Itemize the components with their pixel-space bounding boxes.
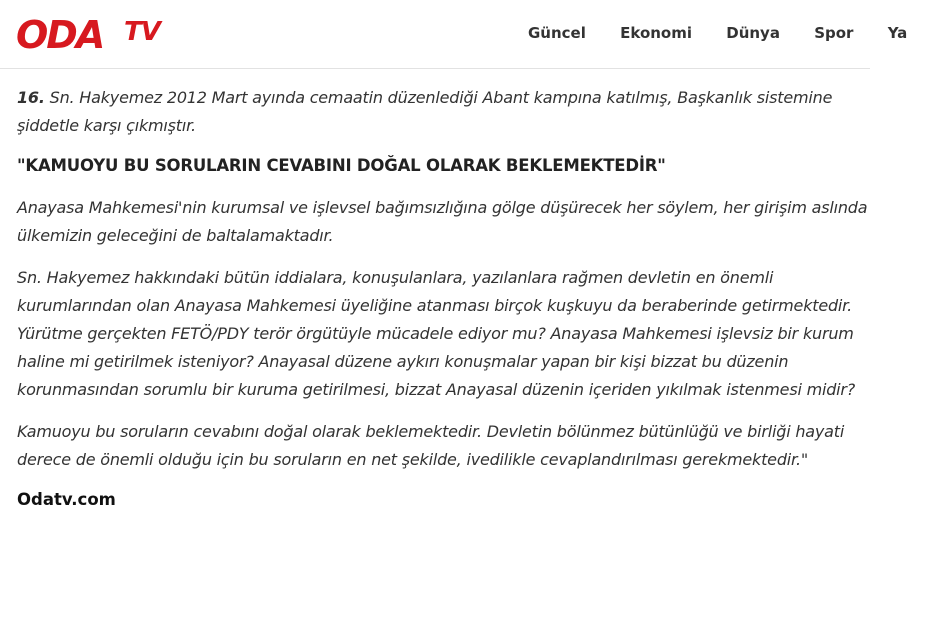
- logo-main-text: ODA: [16, 13, 104, 57]
- article-paragraph: Sn. Hakyemez hakkındaki bütün iddialara, konuşulanlara, yazılanlara rağmen devletin en önemli kurumlarından olan Anayasa Mahkemesi üyeliğine atanması birçok kuşkuyu da beraberinde getirmektedir. Yürütme gerçekten FETÖ/PDY terör örgütüyle mücadele ediyor mu? Anayasa Mahkemesi işlevsiz bir kurum haline mi getirilmek isteniyor? Anayasal düzene aykırı konuşmalar yapan bir kişi bizzat bu düzenin korunmasından sorumlu bir kuruma getirilmesi, bizzat Anayasal düzenin içeriden yıkılmak istenmesi midir?: [17, 268, 856, 399]
- nav-item-ekonomi[interactable]: Ekonomi: [620, 24, 693, 42]
- odatv-logo[interactable]: [16, 12, 186, 56]
- item-number: 16.: [17, 88, 45, 107]
- article-paragraph: Anayasa Mahkemesi'nin kurumsal ve işlevsel bağımsızlığına gölge düşürecek her söylem, her girişim aslında ülkemizin geleceğini de baltalamaktadır.: [17, 198, 868, 245]
- nav-item-spor[interactable]: Spor: [814, 24, 854, 42]
- nav-item-dunya[interactable]: Dünya: [726, 24, 780, 42]
- nav-item-guncel[interactable]: Güncel: [528, 24, 586, 42]
- article-paragraph: Kamuoyu bu soruların cevabını doğal olarak beklemektedir. Devletin bölünmez bütünlüğü ve birliği hayati derece de önemli olduğu için bu soruların en net şekilde, ivedilikle cevaplandırılması gerekmektedir.": [17, 422, 845, 469]
- item-text: Sn. Hakyemez 2012 Mart ayında cemaatin düzenlediği Abant kampına katılmış, Başkanlık sistemine şiddetle karşı çıkmıştır.: [17, 88, 833, 135]
- article-subheading: "KAMUOYU BU SORULARIN CEVABINI DOĞAL OLARAK BEKLEMEKTEDİR": [17, 156, 666, 175]
- logo-suffix-text: TV: [124, 17, 160, 47]
- article-body: [17, 84, 877, 512]
- nav-item-yasam[interactable]: Ya: [887, 24, 908, 42]
- article-source: Odatv.com: [17, 490, 116, 509]
- site-header: [0, 0, 908, 69]
- main-nav: [528, 24, 936, 42]
- article-item-16: [17, 84, 877, 140]
